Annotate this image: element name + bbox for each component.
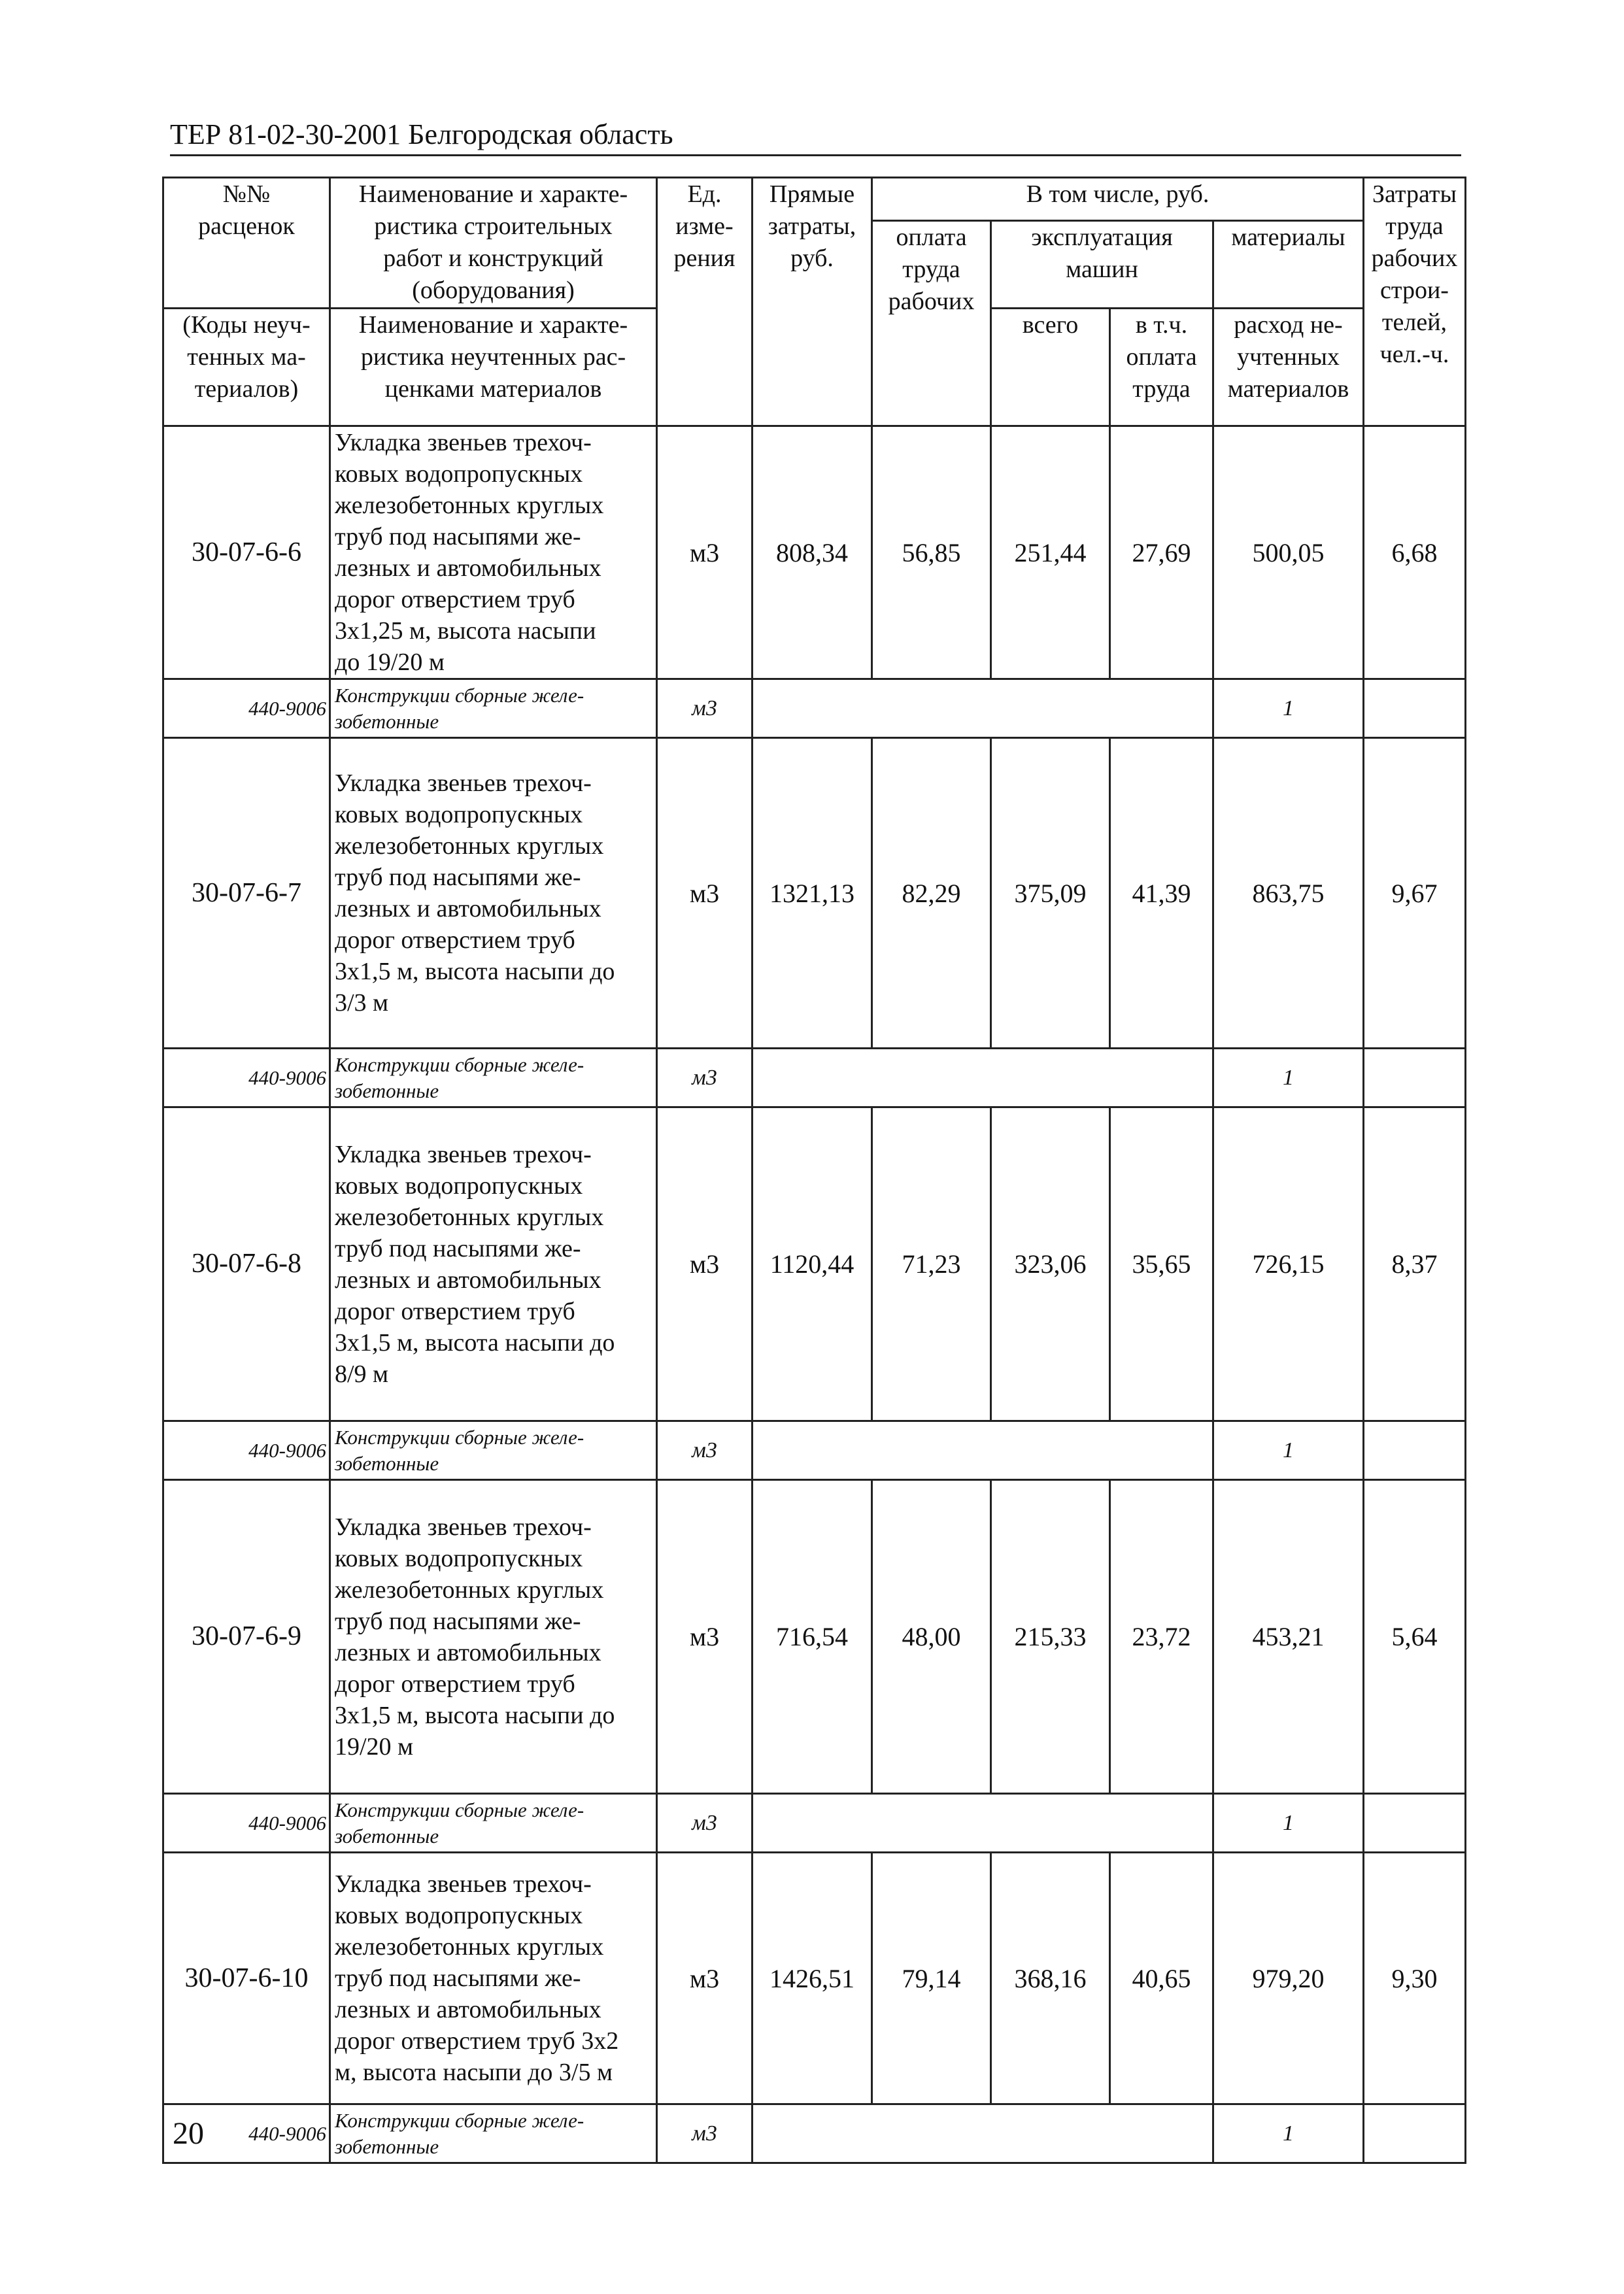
table-row bbox=[163, 1853, 1466, 2104]
materials-cost: 979,20 bbox=[1213, 1853, 1364, 2104]
machines-total: 251,44 bbox=[991, 426, 1110, 679]
unit-cell: м3 bbox=[657, 1853, 753, 2104]
material-quantity: 1 bbox=[1213, 1421, 1364, 1480]
material-row bbox=[163, 1421, 1466, 1480]
rate-code: 30-07-6-10 bbox=[163, 1853, 330, 2104]
materials-cost: 500,05 bbox=[1213, 426, 1364, 679]
material-unit: м3 bbox=[657, 1421, 753, 1480]
material-row bbox=[163, 1049, 1466, 1107]
direct-cost: 808,34 bbox=[753, 426, 872, 679]
material-description: Конструкции сборные желе- зобетонные bbox=[330, 1049, 657, 1107]
labor-pay: 56,85 bbox=[872, 426, 991, 679]
materials-cost: 863,75 bbox=[1213, 738, 1364, 1049]
header-machines-pay: в т.ч. оплата труда bbox=[1110, 309, 1213, 426]
table-row bbox=[163, 1480, 1466, 1794]
material-quantity: 1 bbox=[1213, 2104, 1364, 2163]
labor-hours: 6,68 bbox=[1364, 426, 1466, 679]
materials-cost: 726,15 bbox=[1213, 1107, 1364, 1421]
unit-cell: м3 bbox=[657, 1107, 753, 1421]
machines-pay: 27,69 bbox=[1110, 426, 1213, 679]
material-row bbox=[163, 679, 1466, 738]
direct-cost: 1321,13 bbox=[753, 738, 872, 1049]
material-row bbox=[163, 2104, 1466, 2163]
machines-total: 215,33 bbox=[991, 1480, 1110, 1794]
empty-cell bbox=[1364, 1794, 1466, 1853]
labor-pay: 71,23 bbox=[872, 1107, 991, 1421]
unit-cell: м3 bbox=[657, 738, 753, 1049]
table-row bbox=[163, 738, 1466, 1049]
machines-total: 368,16 bbox=[991, 1853, 1110, 2104]
header-incl: В том числе, руб. bbox=[872, 178, 1364, 221]
header-machines-total: всего bbox=[991, 309, 1110, 426]
labor-hours: 9,67 bbox=[1364, 738, 1466, 1049]
work-description: Укладка звеньев трехоч- ковых водопропускных железобетонных круглых труб под насыпями же- лезных и автомобильных дорог отверстием труб 3х1,5 м, высота насыпи до 3/3 м bbox=[330, 738, 657, 1049]
empty-cell bbox=[753, 679, 1213, 738]
machines-pay: 41,39 bbox=[1110, 738, 1213, 1049]
empty-cell bbox=[753, 1049, 1213, 1107]
material-unit: м3 bbox=[657, 2104, 753, 2163]
work-description: Укладка звеньев трехоч- ковых водопропускных железобетонных круглых труб под насыпями же- лезных и автомобильных дорог отверстием труб 3х2 м, высота насыпи до 3/5 м bbox=[330, 1853, 657, 2104]
material-code: 440-9006 bbox=[163, 2104, 330, 2163]
unit-cell: м3 bbox=[657, 1480, 753, 1794]
unit-cell: м3 bbox=[657, 426, 753, 679]
material-quantity: 1 bbox=[1213, 1794, 1364, 1853]
labor-hours: 8,37 bbox=[1364, 1107, 1466, 1421]
header-materials: материалы bbox=[1213, 221, 1364, 309]
header-code2: (Коды неуч- тенных ма- териалов) bbox=[163, 309, 330, 426]
header-machines: эксплуатация машин bbox=[991, 221, 1213, 309]
material-code: 440-9006 bbox=[163, 1794, 330, 1853]
work-description: Укладка звеньев трехоч- ковых водопропускных железобетонных круглых труб под насыпями же- лезных и автомобильных дорог отверстием труб 3х1,25 м, высота насыпи до 19/20 м bbox=[330, 426, 657, 679]
header-name2: Наименование и характе- ристика неучтенных рас- ценками материалов bbox=[330, 309, 657, 426]
header-labor-pay: оплата труда рабочих bbox=[872, 221, 991, 426]
empty-cell bbox=[1364, 679, 1466, 738]
material-code: 440-9006 bbox=[163, 679, 330, 738]
empty-cell bbox=[753, 2104, 1213, 2163]
page-title: ТЕР 81-02-30-2001 Белгородская область bbox=[170, 116, 1461, 156]
materials-cost: 453,21 bbox=[1213, 1480, 1364, 1794]
empty-cell bbox=[753, 1421, 1213, 1480]
header-unit: Ед. изме- рения bbox=[657, 178, 753, 426]
machines-pay: 40,65 bbox=[1110, 1853, 1213, 2104]
material-unit: м3 bbox=[657, 679, 753, 738]
rate-code: 30-07-6-7 bbox=[163, 738, 330, 1049]
page-number: 20 bbox=[173, 2116, 204, 2151]
machines-pay: 35,65 bbox=[1110, 1107, 1213, 1421]
material-description: Конструкции сборные желе- зобетонные bbox=[330, 679, 657, 738]
labor-pay: 48,00 bbox=[872, 1480, 991, 1794]
table-row bbox=[163, 426, 1466, 679]
header-direct: Прямые затраты, руб. bbox=[753, 178, 872, 426]
price-table bbox=[162, 177, 1466, 2164]
work-description: Укладка звеньев трехоч- ковых водопропускных железобетонных круглых труб под насыпями же- лезных и автомобильных дорог отверстием труб 3х1,5 м, высота насыпи до 8/9 м bbox=[330, 1107, 657, 1421]
empty-cell bbox=[753, 1794, 1213, 1853]
header-materials-use: расход не- учтенных материалов bbox=[1213, 309, 1364, 426]
machines-total: 375,09 bbox=[991, 738, 1110, 1049]
labor-pay: 79,14 bbox=[872, 1853, 991, 2104]
material-quantity: 1 bbox=[1213, 679, 1364, 738]
rate-code: 30-07-6-9 bbox=[163, 1480, 330, 1794]
labor-pay: 82,29 bbox=[872, 738, 991, 1049]
material-unit: м3 bbox=[657, 1049, 753, 1107]
material-code: 440-9006 bbox=[163, 1421, 330, 1480]
empty-cell bbox=[1364, 2104, 1466, 2163]
direct-cost: 1120,44 bbox=[753, 1107, 872, 1421]
rate-code: 30-07-6-8 bbox=[163, 1107, 330, 1421]
material-description: Конструкции сборные желе- зобетонные bbox=[330, 1794, 657, 1853]
material-unit: м3 bbox=[657, 1794, 753, 1853]
table-row bbox=[163, 1107, 1466, 1421]
header-labor-cost: Затраты труда рабочих строи- телей, чел.-ч. bbox=[1364, 178, 1466, 426]
direct-cost: 716,54 bbox=[753, 1480, 872, 1794]
material-quantity: 1 bbox=[1213, 1049, 1364, 1107]
labor-hours: 9,30 bbox=[1364, 1853, 1466, 2104]
material-code: 440-9006 bbox=[163, 1049, 330, 1107]
machines-pay: 23,72 bbox=[1110, 1480, 1213, 1794]
material-description: Конструкции сборные желе- зобетонные bbox=[330, 2104, 657, 2163]
header-name: Наименование и характе- ристика строительных работ и конструкций (оборудования) bbox=[330, 178, 657, 309]
material-row bbox=[163, 1794, 1466, 1853]
rate-code: 30-07-6-6 bbox=[163, 426, 330, 679]
empty-cell bbox=[1364, 1421, 1466, 1480]
work-description: Укладка звеньев трехоч- ковых водопропускных железобетонных круглых труб под насыпями же- лезных и автомобильных дорог отверстием труб 3х1,5 м, высота насыпи до 19/20 м bbox=[330, 1480, 657, 1794]
empty-cell bbox=[1364, 1049, 1466, 1107]
machines-total: 323,06 bbox=[991, 1107, 1110, 1421]
direct-cost: 1426,51 bbox=[753, 1853, 872, 2104]
labor-hours: 5,64 bbox=[1364, 1480, 1466, 1794]
material-description: Конструкции сборные желе- зобетонные bbox=[330, 1421, 657, 1480]
header-code: №№ расценок bbox=[163, 178, 330, 309]
